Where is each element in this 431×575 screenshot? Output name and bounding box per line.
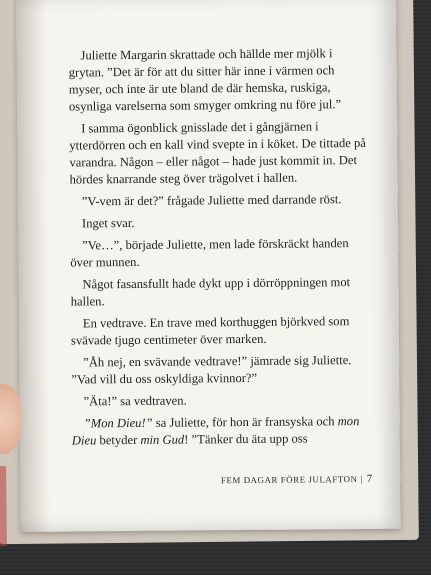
page-fold-shadow xyxy=(16,0,51,532)
paragraph-6: Något fasansfullt hade dykt upp i dörröppningen mot hallen. xyxy=(70,275,351,309)
footer-title: FEM DAGAR FÖRE JULAFTON | xyxy=(220,473,363,486)
text-segment: ! ”Tänker du äta upp oss xyxy=(184,431,308,447)
paragraph-2: I samma ögonblick gnisslade det i gångjärnen i ytterdörren och en kall vind svepte in i köket. De tittade på varandra. Någon – eller något – hade just kommit in. Det hördes knarrande steg över trägolvet i hallen. xyxy=(69,119,366,187)
paragraph-5: ”Ve…”, började Juliette, men lade förskräckt handen över munnen. xyxy=(70,236,349,270)
italic-mon-dieu-quote: ”Mon Dieu!” xyxy=(83,415,153,431)
italic-mon-dieu: mon Dieu xyxy=(71,414,360,448)
paragraph-10 xyxy=(72,413,372,450)
paragraph-1: Juliette Margarin skrattade och hällde mer mjölk i grytan. ”Det är för att du sitter här inne i värmen och myser, och inte är ute bland de där hemska, ruskiga, osynliga varelserna som smyger omkring nu före jul.” xyxy=(68,46,342,114)
paragraph-3: ”V-vem är det?” frågade Juliette med darrande röst. xyxy=(81,192,342,209)
italic-min-gud: min Gud xyxy=(140,432,185,447)
cover-edge xyxy=(0,466,7,546)
paragraph-9: ”Äta!” sa vedtraven. xyxy=(83,393,187,409)
page-number: 7 xyxy=(366,472,373,485)
text-segment: sa Juliette, för hon är fransyska och xyxy=(152,414,338,430)
page-body-text xyxy=(68,45,371,450)
paragraph-4: Inget svar. xyxy=(81,215,135,231)
paragraph-8: ”Åh nej, en svävande vedtrave!” jämrade sig Juliette. ”Vad vill du oss oskyldiga kvinnor?” xyxy=(71,353,352,387)
running-footer xyxy=(20,473,372,488)
book-page xyxy=(16,0,401,532)
paragraph-7: En vedtrave. En trave med korthuggen björkved som svävade tjugo centimeter över marken. xyxy=(70,314,350,348)
text-segment: betyder xyxy=(96,432,141,448)
